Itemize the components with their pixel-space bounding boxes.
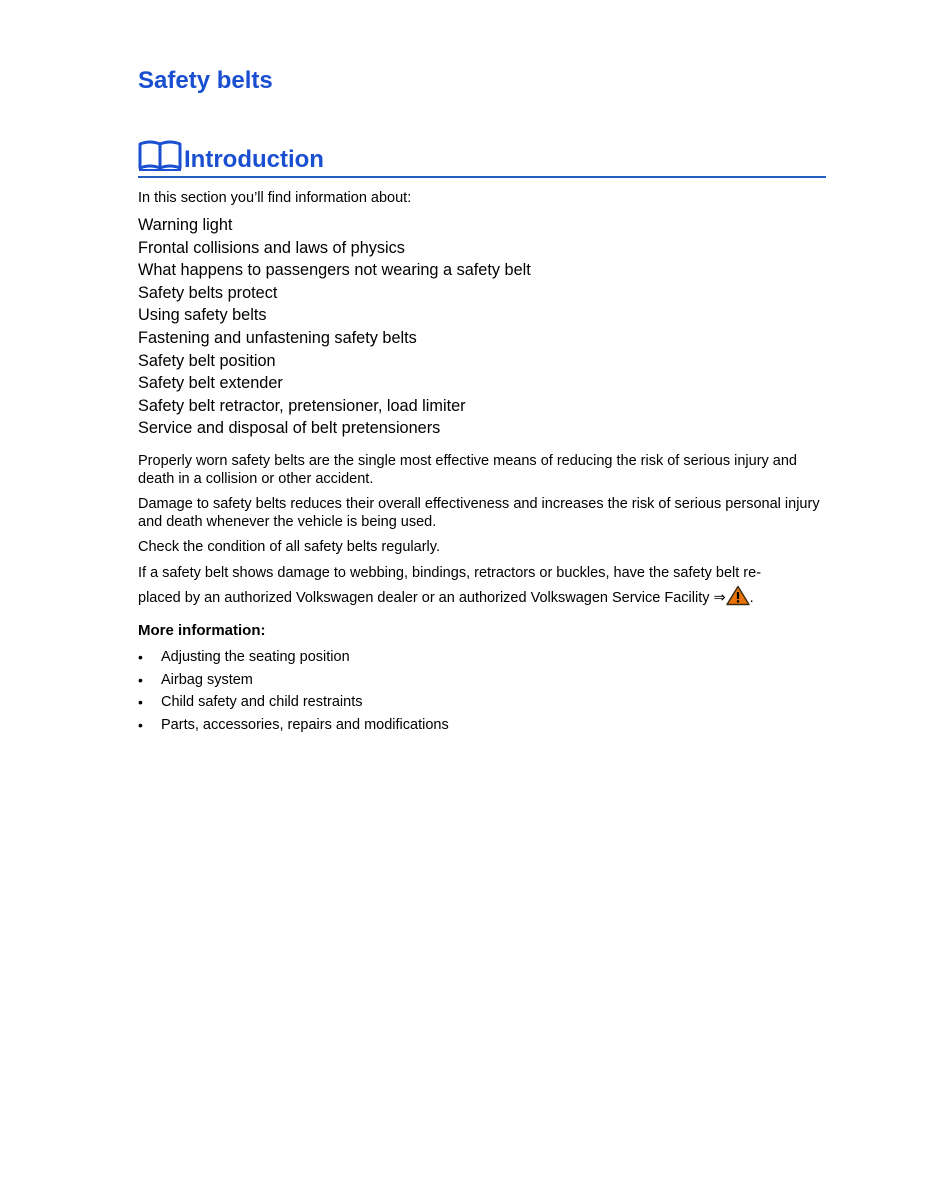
- list-item: Safety belt retractor, pretensioner, load limiter: [138, 396, 466, 415]
- paragraph-warning: [138, 561, 826, 610]
- paragraph-end: .: [749, 589, 754, 606]
- paragraph: Check the condition of all safety belts regularly.: [138, 539, 440, 555]
- list-item: What happens to passengers not wearing a safety belt: [138, 261, 531, 280]
- list-item-label: Parts, accessories, repairs and modifications: [161, 716, 449, 733]
- bullet: •: [138, 694, 143, 711]
- paragraph-line: placed by an authorized Volkswagen dealer or an authorized Volkswagen Service Facility ⇒: [138, 589, 726, 606]
- list-item-label: Airbag system: [161, 671, 253, 688]
- more-information-heading: More information:: [138, 622, 266, 639]
- list-item: [138, 714, 449, 737]
- paragraph-line: If a safety belt shows damage to webbing, bindings, retractors or buckles, have the safety belt re-: [138, 564, 762, 581]
- intro-text: In this section you’ll find information about:: [138, 190, 412, 206]
- topic-list: [138, 214, 531, 440]
- list-item: Safety belts protect: [138, 283, 278, 302]
- list-item: [138, 646, 449, 669]
- warning-triangle-icon: [726, 585, 750, 606]
- paragraph: Properly worn safety belts are the single most effective means of reducing the risk of serious injury and death in a collision or other accident.: [138, 453, 797, 487]
- list-item: Service and disposal of belt pretensioners: [138, 419, 441, 438]
- list-item: Safety belt extender: [138, 374, 283, 393]
- list-item-label: Adjusting the seating position: [161, 649, 350, 665]
- list-item: Warning light: [138, 216, 233, 234]
- list-item: Fastening and unfastening safety belts: [138, 328, 417, 347]
- list-item: Frontal collisions and laws of physics: [138, 238, 405, 257]
- list-item-label: Child safety and child restraints: [161, 694, 363, 711]
- section-title: Introduction: [184, 146, 324, 173]
- bullet: •: [138, 716, 143, 733]
- list-item: Safety belt position: [138, 351, 276, 370]
- paragraph: Damage to safety belts reduces their overall effectiveness and increases the risk of serious personal injury and death whenever the vehicle is being used.: [138, 496, 820, 530]
- body-text: [138, 453, 826, 618]
- book-icon: [138, 139, 184, 171]
- list-item: [138, 669, 449, 692]
- list-item: Using safety belts: [138, 306, 267, 325]
- more-information-list: [138, 646, 449, 736]
- list-item: [138, 691, 449, 714]
- bullet: •: [138, 671, 143, 688]
- section-header: [138, 138, 826, 178]
- bullet: •: [138, 649, 143, 665]
- page-title: Safety belts: [138, 67, 273, 94]
